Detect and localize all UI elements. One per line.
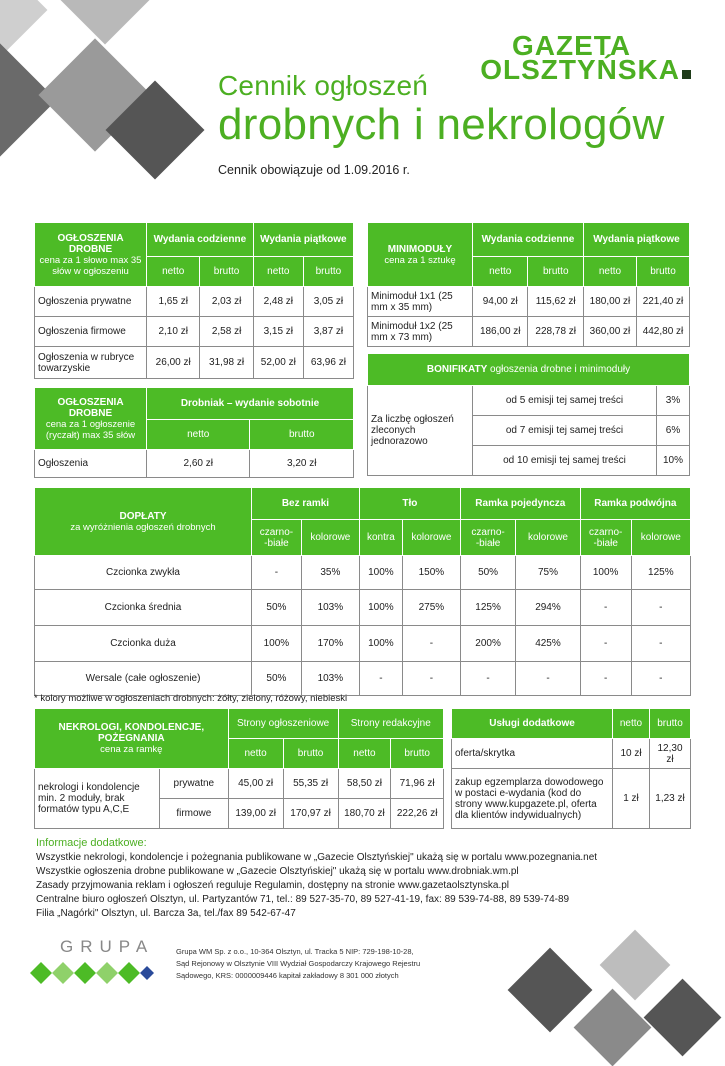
cell: 3,20 zł — [250, 450, 354, 478]
table-row — [35, 769, 444, 799]
cell: 100% — [252, 626, 302, 662]
col-sub: czarno- -białe — [460, 520, 515, 556]
cell: - — [580, 662, 631, 696]
col-daily: Wydania codzienne — [147, 223, 254, 257]
table-row — [35, 317, 354, 347]
small-ads-header: OGŁOSZENIA DROBNE cena za 1 słowo max 35 słów w ogłoszeniu — [35, 223, 147, 287]
cell: od 7 emisji tej samej treści — [473, 416, 657, 446]
footer-line: Sądowego, KRS: 0000009446 kapitał zakładowy 8 301 000 złotych — [176, 971, 399, 980]
col-brutto: brutto — [283, 739, 338, 769]
cell: 180,00 zł — [583, 287, 636, 317]
col-netto: netto — [338, 739, 391, 769]
grupa-logo-text: GRUPA — [60, 937, 155, 956]
info-line: Centralne biuro ogłoszeń Olsztyn, ul. Partyzantów 71, tel.: 89 527-35-70, 89 527-41-19, fax: 89 539-74-88, 89 539-74-89 — [36, 894, 570, 905]
info-heading: Informacje dodatkowe: — [36, 837, 147, 849]
cell: 2,58 zł — [200, 317, 253, 347]
cell: 50% — [252, 662, 302, 696]
discounts-table — [367, 353, 690, 476]
col-group: Strony ogłoszeniowe — [228, 709, 338, 739]
table-row — [368, 317, 690, 347]
cell: 58,50 zł — [338, 769, 391, 799]
cell: 125% — [631, 556, 690, 590]
cell: 3,87 zł — [303, 317, 353, 347]
col-netto: netto — [147, 257, 200, 287]
small-ads-table — [34, 222, 354, 379]
cell: 103% — [301, 590, 359, 626]
row-label: Ogłoszenia prywatne — [35, 287, 147, 317]
row-label: oferta/skrytka — [452, 739, 613, 769]
color-note: * kolory możliwe w ogłoszeniach drobnych: żółty, zielony, różowy, niebieski — [34, 693, 348, 704]
col-group: Strony redakcyjne — [338, 709, 443, 739]
cell: - — [580, 590, 631, 626]
row-label: nekrologi i kondolencje min. 2 moduły, brak formatów typu A,C,E — [35, 769, 160, 829]
cell: 35% — [301, 556, 359, 590]
decor-diamond — [56, 0, 155, 44]
col-sub: kolorowe — [402, 520, 460, 556]
col-brutto: brutto — [391, 739, 444, 769]
cell: - — [402, 626, 460, 662]
col-netto: netto — [147, 420, 250, 450]
validity-note: Cennik obowiązuje od 1.09.2016 r. — [218, 163, 410, 177]
decor-diamond — [574, 989, 652, 1066]
cell: - — [631, 626, 690, 662]
row-label: Minimoduł 1x1 (25 mm x 35 mm) — [368, 287, 473, 317]
surcharges-table — [34, 487, 691, 696]
cell: 425% — [516, 626, 581, 662]
table-row — [452, 769, 691, 829]
page-title-line1: Cennik ogłoszeń — [218, 70, 429, 101]
col-friday: Wydania piątkowe — [253, 223, 353, 257]
cell: - — [516, 662, 581, 696]
cell: 103% — [301, 662, 359, 696]
cell: 275% — [402, 590, 460, 626]
col-netto: netto — [583, 257, 636, 287]
decor-diamond — [0, 0, 47, 52]
col-netto: netto — [228, 739, 283, 769]
grupa-logo-icon — [30, 962, 155, 984]
cell: 200% — [460, 626, 515, 662]
cell: 100% — [359, 556, 402, 590]
cell: - — [402, 662, 460, 696]
cell: 10% — [657, 446, 690, 476]
cell: 1 zł — [613, 769, 650, 829]
row-label: Minimoduł 1x2 (25 mm x 73 mm) — [368, 317, 473, 347]
cell: 50% — [460, 556, 515, 590]
table-row — [452, 739, 691, 769]
cell: 150% — [402, 556, 460, 590]
row-label: Ogłoszenia — [35, 450, 147, 478]
cell: 71,96 zł — [391, 769, 444, 799]
cell: 12,30 zł — [650, 739, 691, 769]
cell: 94,00 zł — [473, 287, 528, 317]
cell: 186,00 zł — [473, 317, 528, 347]
cell: 26,00 zł — [147, 347, 200, 379]
cell: 45,00 zł — [228, 769, 283, 799]
cell: 100% — [359, 590, 402, 626]
cell: - — [631, 662, 690, 696]
cell: 2,60 zł — [147, 450, 250, 478]
cell: - — [460, 662, 515, 696]
row-label: Ogłoszenia firmowe — [35, 317, 147, 347]
cell: - — [580, 626, 631, 662]
cell: 2,48 zł — [253, 287, 303, 317]
discount-label: Za liczbę ogłoszeń zleconych jednorazowo — [368, 386, 473, 476]
cell: 2,10 zł — [147, 317, 200, 347]
table-row — [35, 347, 354, 379]
row-label: Wersale (całe ogłoszenie) — [35, 662, 252, 696]
cell: - — [359, 662, 402, 696]
minimodules-table — [367, 222, 690, 347]
row-label: Ogłoszenia w rubryce towarzyskie — [35, 347, 147, 379]
page-title-line2: drobnych i nekrologów — [218, 100, 665, 149]
cell: 52,00 zł — [253, 347, 303, 379]
col-group: Tło — [359, 488, 460, 520]
cell: 50% — [252, 590, 302, 626]
cell: 360,00 zł — [583, 317, 636, 347]
cell: 294% — [516, 590, 581, 626]
info-line: Wszystkie ogłoszenia drobne publikowane w „Gazecie Olsztyńskiej" ukażą się w portalu www.drobniak.wm.pl — [36, 866, 519, 877]
table-row — [35, 287, 354, 317]
col-brutto: brutto — [200, 257, 253, 287]
cell: 1,65 zł — [147, 287, 200, 317]
table-row — [35, 626, 691, 662]
col-group: Ramka podwójna — [580, 488, 690, 520]
cell: - — [631, 590, 690, 626]
col-brutto: brutto — [303, 257, 353, 287]
cell: 10 zł — [613, 739, 650, 769]
footer-line: Sąd Rejonowy w Olsztynie VIII Wydział Gospodarczy Krajowego Rejestru — [176, 959, 421, 968]
cell: 228,78 zł — [528, 317, 583, 347]
table-row — [35, 556, 691, 590]
table-row — [35, 590, 691, 626]
footer-line: Grupa WM Sp. z o.o., 10-364 Olsztyn, ul. Tracka 5 NIP: 729-198-10-28, — [176, 947, 414, 956]
col-friday: Wydania piątkowe — [583, 223, 689, 257]
row-label: Czcionka zwykła — [35, 556, 252, 590]
cell: 180,70 zł — [338, 799, 391, 829]
decor-diamond — [644, 979, 722, 1057]
info-line: Zasady przyjmowania reklam i ogłoszeń reguluje Regulamin, dostępny na stronie www.gazetaolsztynska.pl — [36, 880, 510, 891]
cell: 1,23 zł — [650, 769, 691, 829]
services-table — [451, 708, 691, 829]
cell: 75% — [516, 556, 581, 590]
cell: - — [252, 556, 302, 590]
cell: 100% — [580, 556, 631, 590]
col-sub: kolorowe — [631, 520, 690, 556]
cell: 31,98 zł — [200, 347, 253, 379]
surcharges-header: DOPŁATY za wyróżnienia ogłoszeń drobnych — [35, 488, 252, 556]
cell: 222,26 zł — [391, 799, 444, 829]
cell: 3,05 zł — [303, 287, 353, 317]
logo-line1: GAZETA — [511, 30, 631, 61]
col-sub: czarno- -białe — [252, 520, 302, 556]
cell: 63,96 zł — [303, 347, 353, 379]
table-row — [35, 450, 354, 478]
cell: 170,97 zł — [283, 799, 338, 829]
col-saturday: Drobniak – wydanie sobotnie — [147, 388, 354, 420]
cell: 170% — [301, 626, 359, 662]
col-brutto: brutto — [250, 420, 354, 450]
col-group: Bez ramki — [252, 488, 360, 520]
cell: 125% — [460, 590, 515, 626]
flat-ads-table — [34, 387, 354, 478]
cell: 115,62 zł — [528, 287, 583, 317]
table-row — [35, 662, 691, 696]
cell: 221,40 zł — [636, 287, 689, 317]
col-netto: netto — [613, 709, 650, 739]
table-row — [368, 386, 690, 416]
cell: 3% — [657, 386, 690, 416]
table-row — [368, 287, 690, 317]
cell: 442,80 zł — [636, 317, 689, 347]
col-brutto: brutto — [650, 709, 691, 739]
cell: 2,03 zł — [200, 287, 253, 317]
cell: od 10 emisji tej samej treści — [473, 446, 657, 476]
col-netto: netto — [253, 257, 303, 287]
flat-ads-header: OGŁOSZENIA DROBNE cena za 1 ogłoszenie (ryczałt) max 35 słów — [35, 388, 147, 450]
services-header: Usługi dodatkowe — [452, 709, 613, 739]
col-sub: czarno- -białe — [580, 520, 631, 556]
row-label: Czcionka średnia — [35, 590, 252, 626]
minimodules-header: MINIMODUŁY cena za 1 sztukę — [368, 223, 473, 287]
col-group: Ramka pojedyncza — [460, 488, 580, 520]
row-type: firmowe — [160, 799, 229, 829]
logo-dot-icon — [682, 70, 691, 79]
cell: 139,00 zł — [228, 799, 283, 829]
col-sub: kolorowe — [516, 520, 581, 556]
cell: od 5 emisji tej samej treści — [473, 386, 657, 416]
obituaries-header: NEKROLOGI, KONDOLENCJE, POŻEGNANIA cena za ramkę — [35, 709, 229, 769]
info-line: Wszystkie nekrologi, kondolencje i pożegnania publikowane w „Gazecie Olsztyńskiej" ukażą się w portalu www.pozegnania.net — [36, 852, 598, 863]
cell: 3,15 zł — [253, 317, 303, 347]
cell: 100% — [359, 626, 402, 662]
col-brutto: brutto — [528, 257, 583, 287]
cell: 55,35 zł — [283, 769, 338, 799]
info-line: Filia „Nagórki" Olsztyn, ul. Barcza 3a, tel./fax 89 542-67-47 — [36, 908, 296, 919]
col-sub: kolorowe — [301, 520, 359, 556]
row-label: zakup egzemplarza dowodowego w postaci e-wydania (kod do strony www.kupgazete.pl, oferta dla klientów indywidualnych) — [452, 769, 613, 829]
col-netto: netto — [473, 257, 528, 287]
col-brutto: brutto — [636, 257, 689, 287]
col-daily: Wydania codzienne — [473, 223, 584, 257]
cell: 6% — [657, 416, 690, 446]
discounts-header: BONIFIKATY ogłoszenia drobne i minimoduły — [368, 354, 690, 386]
logo-line2: OLSZTYŃSKA — [480, 54, 691, 86]
row-type: prywatne — [160, 769, 229, 799]
col-sub: kontra — [359, 520, 402, 556]
row-label: Czcionka duża — [35, 626, 252, 662]
obituaries-table — [34, 708, 444, 829]
